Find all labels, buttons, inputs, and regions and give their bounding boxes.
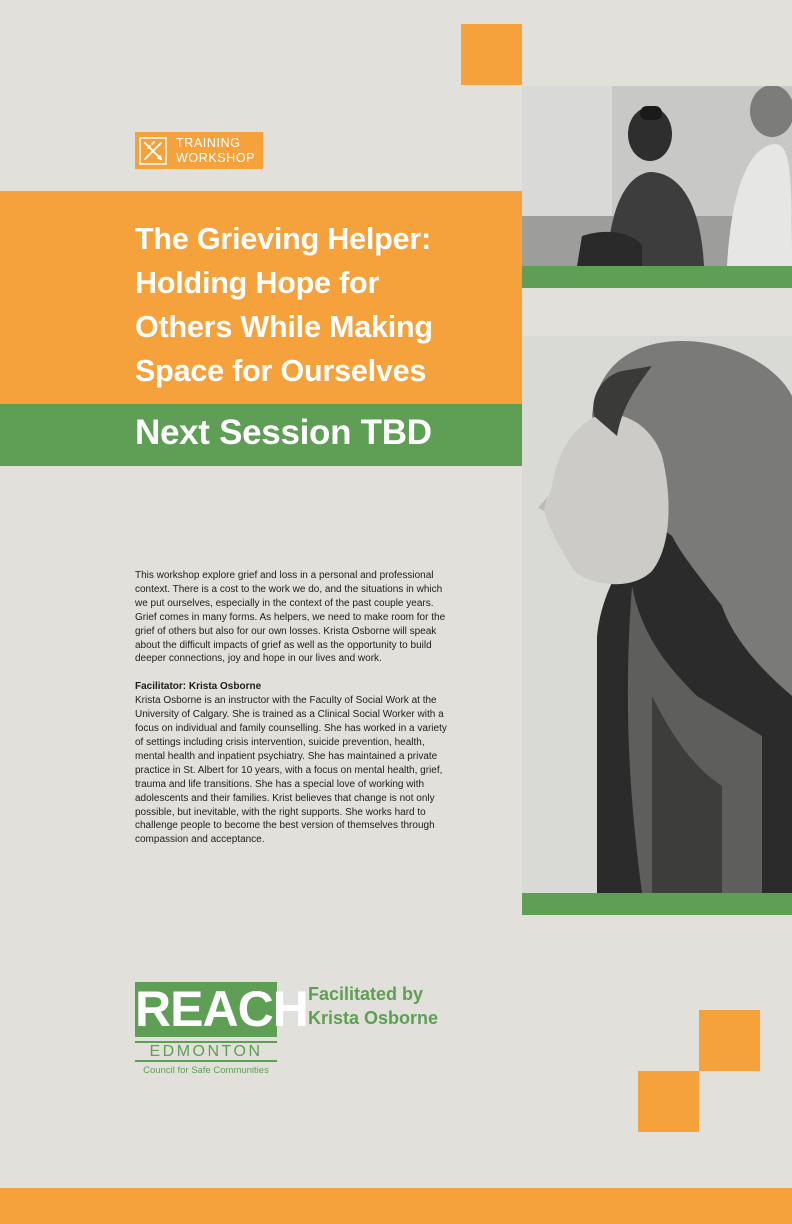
facilitator-bio: Krista Osborne is an instructor with the Faculty of Social Work at the University of Calgary. She is trained as a Clinical Social Worker with a focus on individual and family counselling. She has worked in a variety of settings including crisis intervention, suicide prevention, health, mental health and inpatient psychiatry. She has maintained a private practice in St. Albert for 10 years, with a focus on mental health, grief, trauma and life transitions. She has a special love of working with adolescents and their families. Krist believes that change is not only possible, but inevitable, with the right supports. She works hard to challenge people to become the best version of themselves through compassion and acceptance. xyxy=(135,695,447,846)
facilitator-heading: Facilitator: Krista Osborne xyxy=(135,681,262,693)
woman-portrait-photo xyxy=(522,336,792,893)
workshop-title xyxy=(135,217,505,393)
facilitated-line-1: Facilitated by xyxy=(308,984,424,1004)
pencil-ruler-icon xyxy=(138,136,168,166)
title-line-2: Holding Hope for xyxy=(135,266,380,300)
session-date: Next Session TBD xyxy=(135,413,432,452)
photo-accent-bar-top xyxy=(522,266,792,288)
counselling-photo xyxy=(522,86,792,266)
logo-tagline: Council for Safe Communities xyxy=(143,1065,269,1076)
title-line-3: Others While Making xyxy=(135,310,433,344)
photo-accent-bar-bottom xyxy=(522,893,792,915)
badge-line-2: WORKSHOP xyxy=(176,150,256,165)
footer-band xyxy=(0,1188,792,1224)
logo-city-text: EDMONTON xyxy=(135,1041,277,1062)
facilitated-by xyxy=(308,982,438,1030)
badge-line-1: TRAINING xyxy=(176,135,241,150)
logo-reach-text: REACH xyxy=(135,981,308,1037)
decor-square-bottom-right xyxy=(699,1010,760,1071)
decor-square-top xyxy=(461,24,522,85)
badge-label xyxy=(176,136,255,166)
training-workshop-badge xyxy=(135,132,263,169)
title-line-1: The Grieving Helper: xyxy=(135,222,431,256)
reach-edmonton-logo xyxy=(135,981,308,1076)
title-line-4: Space for Ourselves xyxy=(135,354,427,388)
workshop-description xyxy=(135,569,455,847)
intro-paragraph: This workshop explore grief and loss in a personal and professional context. There is a cost to the work we do, and the situations in which we put ourselves, especially in the context of the past couple years. Grief comes in many forms. As helpers, we need to make room for the grief of others but also for our own losses. Krista Osborne will speak about the difficult impacts of grief as well as the opportunity to build deeper connections, joy and hope in our lives and work. xyxy=(135,570,446,665)
decor-square-bottom-left xyxy=(638,1071,699,1132)
facilitated-line-2: Krista Osborne xyxy=(308,1008,439,1028)
